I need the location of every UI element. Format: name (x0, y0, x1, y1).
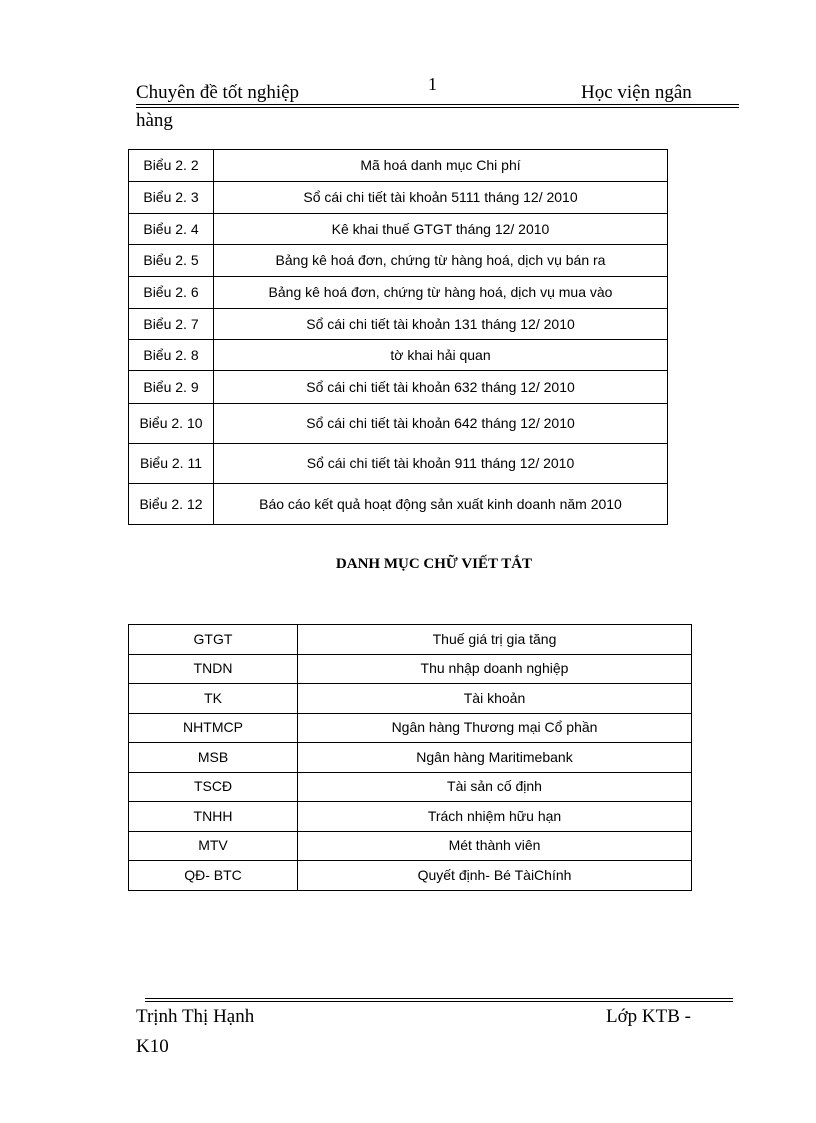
header-title-left: Chuyên đề tốt nghiệp (136, 82, 300, 103)
figure-code: Biểu 2. 11 (129, 444, 214, 484)
header-rule-thin-2 (136, 107, 739, 108)
figure-row (129, 404, 668, 444)
figure-code: Biểu 2. 8 (129, 340, 214, 371)
abbreviation-code: NHTMCP (129, 713, 298, 743)
figure-row (129, 484, 668, 525)
abbreviation-meaning: Thu nhập doanh nghiệp (298, 654, 692, 684)
figure-code: Biểu 2. 5 (129, 245, 214, 277)
abbreviation-row (129, 831, 692, 861)
figure-row (129, 150, 668, 182)
abbreviation-row (129, 713, 692, 743)
abbreviation-row (129, 625, 692, 655)
figure-title: Sổ cái chi tiết tài khoản 911 tháng 12/ 2010 (214, 444, 668, 484)
abbreviation-meaning: Quyết định- Bé TàiChính (298, 861, 692, 891)
abbreviation-code: MSB (129, 743, 298, 773)
abbreviation-code: TNHH (129, 802, 298, 832)
figure-row (129, 340, 668, 371)
figure-title: Sổ cái chi tiết tài khoản 642 tháng 12/ 2010 (214, 404, 668, 444)
figure-row (129, 277, 668, 309)
figure-code: Biểu 2. 7 (129, 309, 214, 340)
figure-title: Mã hoá danh mục Chi phí (214, 150, 668, 182)
figure-title: Sổ cái chi tiết tài khoản 131 tháng 12/ 2010 (214, 309, 668, 340)
abbreviation-row (129, 772, 692, 802)
footer-class-wrap: K10 (136, 1036, 169, 1057)
figure-title: Báo cáo kết quả hoạt động sản xuất kinh doanh năm 2010 (214, 484, 668, 525)
footer-rule-thin (145, 998, 733, 999)
figure-code: Biểu 2. 10 (129, 404, 214, 444)
abbreviation-row (129, 743, 692, 773)
figure-title: Bảng kê hoá đơn, chứng từ hàng hoá, dịch vụ bán ra (214, 245, 668, 277)
figure-title: Bảng kê hoá đơn, chứng từ hàng hoá, dịch vụ mua vào (214, 277, 668, 309)
figure-title: tờ khai hải quan (214, 340, 668, 371)
figure-code: Biểu 2. 4 (129, 214, 214, 245)
abbreviation-meaning: Tài sản cố định (298, 772, 692, 802)
figure-row (129, 309, 668, 340)
figure-row (129, 444, 668, 484)
abbreviation-row (129, 861, 692, 891)
figure-code: Biểu 2. 6 (129, 277, 214, 309)
figure-code: Biểu 2. 3 (129, 182, 214, 214)
figure-row (129, 182, 668, 214)
footer-author: Trịnh Thị Hạnh (136, 1006, 255, 1027)
abbreviations-table (128, 624, 692, 891)
figure-title: Kê khai thuế GTGT tháng 12/ 2010 (214, 214, 668, 245)
abbreviation-meaning: Tài khoản (298, 684, 692, 714)
abbreviation-row (129, 802, 692, 832)
page-number: 1 (428, 74, 437, 94)
abbreviations-title: DANH MỤC CHỮ VIẾT TẮT (335, 556, 533, 572)
figure-title: Sổ cái chi tiết tài khoản 5111 tháng 12/ 2010 (214, 182, 668, 214)
figure-title: Sổ cái chi tiết tài khoản 632 tháng 12/ 2010 (214, 371, 668, 404)
header-rule-thin (136, 104, 739, 105)
abbreviation-code: GTGT (129, 625, 298, 655)
footer-rule-thin-2 (145, 1001, 733, 1002)
abbreviation-meaning: Trách nhiệm hữu hạn (298, 802, 692, 832)
figure-row (129, 245, 668, 277)
figure-code: Biểu 2. 9 (129, 371, 214, 404)
figures-table (128, 149, 668, 525)
abbreviation-meaning: Mét thành viên (298, 831, 692, 861)
abbreviation-meaning: Ngân hàng Thương mại Cổ phần (298, 713, 692, 743)
abbreviation-code: TSCĐ (129, 772, 298, 802)
abbreviation-code: TNDN (129, 654, 298, 684)
abbreviation-code: MTV (129, 831, 298, 861)
header-title-right: Học viện ngân (581, 82, 692, 103)
abbreviation-meaning: Ngân hàng Maritimebank (298, 743, 692, 773)
abbreviation-meaning: Thuế giá trị gia tăng (298, 625, 692, 655)
figure-code: Biểu 2. 2 (129, 150, 214, 182)
header-title-wrap: hàng (136, 110, 173, 131)
abbreviation-code: TK (129, 684, 298, 714)
figure-row (129, 371, 668, 404)
footer-class: Lớp KTB - (606, 1006, 691, 1027)
figure-row (129, 214, 668, 245)
abbreviation-code: QĐ- BTC (129, 861, 298, 891)
abbreviation-row (129, 654, 692, 684)
figure-code: Biểu 2. 12 (129, 484, 214, 525)
abbreviation-row (129, 684, 692, 714)
